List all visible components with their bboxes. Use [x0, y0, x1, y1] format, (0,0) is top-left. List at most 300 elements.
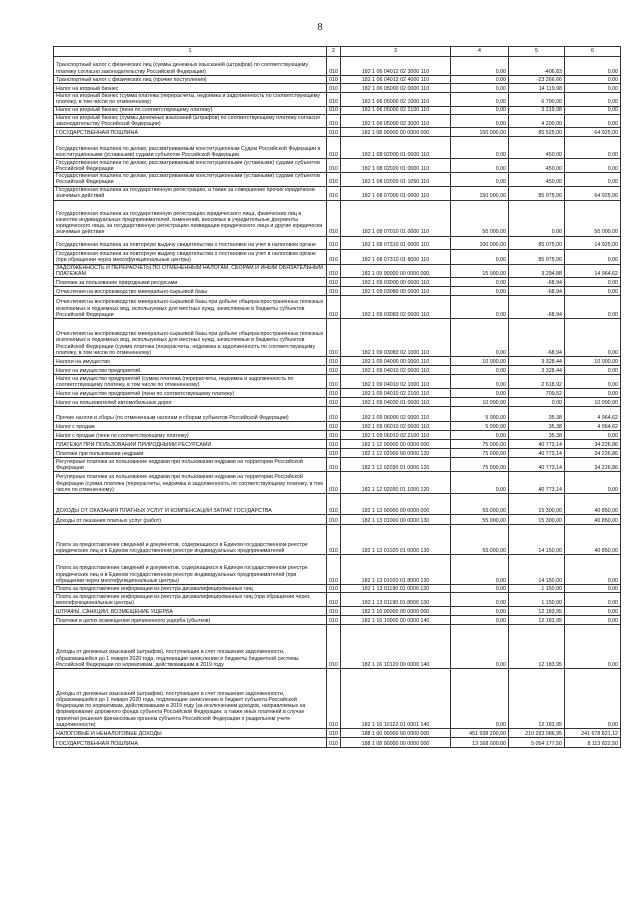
row-approved-amount: 55 000,00 — [451, 515, 509, 525]
row-executed-amount: 709,52 — [509, 389, 565, 398]
row-line-code: 010 — [327, 93, 341, 107]
row-approved-amount: 55 000,00 — [451, 494, 509, 515]
row-executed-amount: 14 119,98 — [509, 84, 565, 93]
row-executed-amount: 35,38 — [509, 407, 565, 422]
row-classification-code: 182 1 09 00000 00 0000 000 — [341, 264, 451, 278]
row-description: Государственная пошлина за повторную выдачу свидетельства о постановке на учет в налоговом органе — [54, 236, 327, 249]
row-classification-code: 182 1 09 03080 00 0000 110 — [341, 287, 451, 296]
row-unexecuted-amount: 0,00 — [565, 278, 621, 287]
row-approved-amount: 0,00 — [451, 585, 509, 593]
row-executed-amount: 85 525,00 — [509, 128, 565, 137]
row-unexecuted-amount: 0,00 — [565, 296, 621, 319]
row-line-code: 010 — [327, 264, 341, 278]
row-approved-amount: 0,00 — [451, 137, 509, 159]
row-executed-amount: 6 700,00 — [509, 93, 565, 107]
row-line-code: 010 — [327, 449, 341, 458]
row-unexecuted-amount: 14 964,62 — [565, 264, 621, 278]
row-executed-amount: 12 183,95 — [509, 625, 565, 669]
row-executed-amount: 14 150,00 — [509, 555, 565, 585]
row-description: Налог на игорный бизнес (пени по соответствующему платежу) — [54, 106, 327, 114]
row-classification-code: 182 1 08 02020 01 1050 110 — [341, 173, 451, 187]
row-unexecuted-amount: 0,00 — [565, 389, 621, 398]
row-description: ШТРАФЫ, САНКЦИИ, ВОЗМЕЩЕНИЕ УЩЕРБА — [54, 607, 327, 616]
row-classification-code: 182 1 09 03083 02 0000 110 — [341, 296, 451, 319]
table-row — [54, 458, 621, 472]
table-row — [54, 389, 621, 398]
row-classification-code: 182 1 06 05000 02 1000 110 — [341, 93, 451, 107]
row-unexecuted-amount: 0,00 — [565, 93, 621, 107]
row-approved-amount: 0,00 — [451, 625, 509, 669]
row-executed-amount: 4 200,00 — [509, 114, 565, 128]
row-approved-amount: 0,00 — [451, 366, 509, 375]
row-classification-code: 188 1 08 00000 00 0000 000 — [341, 738, 451, 748]
row-description: Государственная пошлина по делам, рассматриваемым конституционными (уставными) судами субъектов Российской Федерации — [54, 173, 327, 187]
table-row — [54, 593, 621, 607]
row-description: Налог на имущество предприятий (сумма платежа (перерасчеты, недоимка и задолженность по соответствующему платежу, в том числе по отмененному) — [54, 375, 327, 389]
row-unexecuted-amount: 40 850,00 — [565, 525, 621, 555]
row-description: Транспортный налог с физических лиц (прочие поступления) — [54, 76, 327, 84]
table-row — [54, 616, 621, 625]
row-description: Отчисления на воспроизводство минерально-сырьевой базы при добыче общераспространенных полезных ископаемых и подземных вод, используемых для местных нужд, зачисляемые в бюджеты субъектов Российской Федерации (сумма платежа (перерасчеты, недоимка и задолженность по соответствующему платежу, в том числе по отмененному) — [54, 319, 327, 357]
row-approved-amount: 75 000,00 — [451, 458, 509, 472]
page-number: 8 — [317, 22, 323, 33]
table-row — [54, 366, 621, 375]
table-row — [54, 398, 621, 407]
row-classification-code: 182 1 08 02000 01 0000 110 — [341, 137, 451, 159]
row-description: Налоги на имущество — [54, 357, 327, 366]
row-classification-code: 182 1 08 07010 01 0000 110 — [341, 200, 451, 236]
row-classification-code: 182 1 12 02000 00 0000 120 — [341, 449, 451, 458]
row-description: Налог на игорный бизнес (сумма платежа (перерасчеты, недоимка и задолженность по соответствующему платежу, в том числе по отмененному) — [54, 93, 327, 107]
table-row — [54, 114, 621, 128]
row-executed-amount: 0,00 — [509, 200, 565, 236]
row-description: Плата за предоставление сведений и документов, содержащихся в Едином государственном реестре юридических лиц и в Едином государственном реестре индивидуальных предпринимателей — [54, 525, 327, 555]
row-classification-code: 182 1 09 03000 00 0000 110 — [341, 278, 451, 287]
row-classification-code: 182 1 13 01000 00 0000 130 — [341, 515, 451, 525]
row-executed-amount: 1 150,00 — [509, 593, 565, 607]
row-description: Государственная пошлина по делам, рассматриваемым конституционными (уставными) судами субъектов Российской Федерации — [54, 159, 327, 173]
row-executed-amount: 0,00 — [509, 398, 565, 407]
row-classification-code: 182 1 09 06000 02 0000 110 — [341, 407, 451, 422]
row-executed-amount: 40 773,14 — [509, 472, 565, 494]
table-row — [54, 76, 621, 84]
row-approved-amount: 0,00 — [451, 669, 509, 729]
row-description: Доходы от денежных взысканий (штрафов), поступающие в счет погашения задолженности, образовавшейся до 1 января 2020 года, подлежащие зачислению в бюджеты бюджетной системы Российской Федерации по нормативам, действовавшим в 2019 году — [54, 625, 327, 669]
table-row — [54, 106, 621, 114]
row-unexecuted-amount: 0,00 — [565, 431, 621, 440]
row-classification-code: 182 1 06 05000 02 2100 110 — [341, 106, 451, 114]
table-row — [54, 159, 621, 173]
row-approved-amount: 0,00 — [451, 389, 509, 398]
table-body — [54, 57, 621, 748]
row-executed-amount: 3 328,44 — [509, 357, 565, 366]
row-unexecuted-amount: 0,00 — [565, 84, 621, 93]
row-unexecuted-amount: 34 226,86 — [565, 449, 621, 458]
row-unexecuted-amount: 8 113 822,50 — [565, 738, 621, 748]
row-line-code: 010 — [327, 585, 341, 593]
row-classification-code: 182 1 06 04012 02 4000 110 — [341, 76, 451, 84]
row-approved-amount: 5 000,00 — [451, 422, 509, 431]
row-classification-code: 182 1 12 02030 01 0000 120 — [341, 458, 451, 472]
table-row — [54, 431, 621, 440]
row-approved-amount: 150 000,00 — [451, 186, 509, 200]
row-unexecuted-amount: 0,00 — [565, 555, 621, 585]
row-approved-amount: 0,00 — [451, 84, 509, 93]
table-row — [54, 84, 621, 93]
table-row — [54, 200, 621, 236]
row-description: Плата за предоставление информации из реестра дисквалифицированных лиц (при обращении через многофункциональные центры) — [54, 593, 327, 607]
header-col-4: 4 — [451, 47, 509, 57]
row-line-code: 010 — [327, 357, 341, 366]
row-line-code: 010 — [327, 431, 341, 440]
row-classification-code: 188 1 00 00000 00 0000 000 — [341, 729, 451, 738]
row-approved-amount: 0,00 — [451, 76, 509, 84]
table-row — [54, 249, 621, 264]
row-line-code: 010 — [327, 669, 341, 729]
table-row — [54, 57, 621, 76]
row-approved-amount: 55 000,00 — [451, 525, 509, 555]
row-classification-code: 182 1 13 01190 01 0000 130 — [341, 585, 451, 593]
row-classification-code: 182 1 09 03083 02 1000 110 — [341, 319, 451, 357]
row-line-code: 010 — [327, 84, 341, 93]
row-approved-amount: 5 000,00 — [451, 407, 509, 422]
row-approved-amount: 0,00 — [451, 607, 509, 616]
row-approved-amount: 0,00 — [451, 296, 509, 319]
row-executed-amount: 3 219,98 — [509, 106, 565, 114]
row-line-code: 010 — [327, 287, 341, 296]
table-row — [54, 375, 621, 389]
row-unexecuted-amount: 0,00 — [565, 137, 621, 159]
row-description: ГОСУДАРСТВЕННАЯ ПОШЛИНА — [54, 738, 327, 748]
row-line-code: 010 — [327, 366, 341, 375]
row-approved-amount: 0,00 — [451, 173, 509, 187]
row-classification-code: 182 1 09 04010 02 2100 110 — [341, 389, 451, 398]
row-classification-code: 182 1 13 01020 01 0000 130 — [341, 525, 451, 555]
table-row — [54, 449, 621, 458]
row-approved-amount: 0,00 — [451, 249, 509, 264]
row-line-code: 010 — [327, 515, 341, 525]
row-line-code: 010 — [327, 200, 341, 236]
row-unexecuted-amount: 0,00 — [565, 319, 621, 357]
row-line-code: 010 — [327, 422, 341, 431]
row-executed-amount: 14 150,00 — [509, 525, 565, 555]
row-approved-amount: 0,00 — [451, 555, 509, 585]
row-line-code: 010 — [327, 128, 341, 137]
row-line-code: 010 — [327, 389, 341, 398]
row-description: Налог на игорный бизнес (суммы денежных взысканий (штрафов) по соответствующему платежу согласно законодательству Российской Федерации) — [54, 114, 327, 128]
row-description: Налог на имущество предприятий (пени по соответствующему платежу) — [54, 389, 327, 398]
row-unexecuted-amount: 0,00 — [565, 472, 621, 494]
row-description: Государственная пошлина за государственную регистрацию, а также за совершение прочих юридически значимых действий — [54, 186, 327, 200]
revenue-table — [53, 46, 621, 748]
table-row — [54, 128, 621, 137]
row-description: Транспортный налог с физических лиц (суммы денежных взысканий (штрафов) по соответствующему платежу согласно законодательству Российской Федерации) — [54, 57, 327, 76]
row-line-code: 010 — [327, 106, 341, 114]
row-approved-amount: 10 000,00 — [451, 357, 509, 366]
row-description: Государственная пошлина по делам, рассматриваемым конституционным Судом Российской Федерации и конституционными (уставными) судами субъектов Российской Федерации — [54, 137, 327, 159]
row-classification-code: 182 1 09 06010 02 0000 110 — [341, 422, 451, 431]
row-executed-amount: -68,94 — [509, 278, 565, 287]
row-approved-amount: 75 000,00 — [451, 440, 509, 449]
table-row — [54, 173, 621, 187]
table-row — [54, 525, 621, 555]
row-executed-amount: 12 183,95 — [509, 669, 565, 729]
row-description: ПЛАТЕЖИ ПРИ ПОЛЬЗОВАНИИ ПРИРОДНЫМИ РЕСУРСАМИ — [54, 440, 327, 449]
header-row — [54, 47, 621, 57]
row-executed-amount: -68,94 — [509, 319, 565, 357]
table-row — [54, 625, 621, 669]
row-description: Платежи за пользование природными ресурсами — [54, 278, 327, 287]
row-approved-amount: 100 000,00 — [451, 236, 509, 249]
row-unexecuted-amount: 64 925,00 — [565, 186, 621, 200]
row-executed-amount: 85 075,00 — [509, 236, 565, 249]
table-row — [54, 407, 621, 422]
row-unexecuted-amount: 34 226,86 — [565, 440, 621, 449]
row-executed-amount: 85 075,00 — [509, 186, 565, 200]
row-unexecuted-amount: 0,00 — [565, 616, 621, 625]
table-row — [54, 264, 621, 278]
row-unexecuted-amount: 0,00 — [565, 593, 621, 607]
row-classification-code: 182 1 12 00000 00 0000 000 — [341, 440, 451, 449]
row-unexecuted-amount: 0,00 — [565, 173, 621, 187]
row-classification-code: 182 1 16 10122 01 0001 140 — [341, 669, 451, 729]
row-executed-amount: -68,94 — [509, 296, 565, 319]
header-col-6: 6 — [565, 47, 621, 57]
row-approved-amount: 0,00 — [451, 287, 509, 296]
row-approved-amount: 0,00 — [451, 593, 509, 607]
row-description: Налог на игорный бизнес — [54, 84, 327, 93]
row-classification-code: 182 1 16 10120 00 0000 140 — [341, 625, 451, 669]
row-description: Плата за предоставление сведений и документов, содержащихся в Едином государственном реестре юридических лиц и в Едином государственном реестре индивидуальных предпринимателей (при обращении через многофункциональные центры) — [54, 555, 327, 585]
row-executed-amount: 40 773,14 — [509, 458, 565, 472]
table-row — [54, 186, 621, 200]
row-executed-amount: 3 294,88 — [509, 264, 565, 278]
row-line-code: 010 — [327, 375, 341, 389]
row-unexecuted-amount: 0,00 — [565, 76, 621, 84]
row-approved-amount: 10 000,00 — [451, 398, 509, 407]
table-row — [54, 422, 621, 431]
row-description: Прочие налоги и сборы (по отмененным налогам и сборам субъектов Российской Федерации) — [54, 407, 327, 422]
row-unexecuted-amount: 0,00 — [565, 57, 621, 76]
row-unexecuted-amount: 0,00 — [565, 625, 621, 669]
row-approved-amount: 75 000,00 — [451, 449, 509, 458]
row-classification-code: 182 1 08 02020 01 0000 110 — [341, 159, 451, 173]
row-line-code: 010 — [327, 173, 341, 187]
row-approved-amount: 15 000,00 — [451, 264, 509, 278]
header-col-2: 2 — [327, 47, 341, 57]
row-line-code: 010 — [327, 607, 341, 616]
row-classification-code: 182 1 08 07310 01 0000 110 — [341, 236, 451, 249]
row-line-code: 010 — [327, 57, 341, 76]
row-executed-amount: 15 300,00 — [509, 494, 565, 515]
row-unexecuted-amount: 0,00 — [565, 375, 621, 389]
row-approved-amount: 0,00 — [451, 106, 509, 114]
row-description: ДОХОДЫ ОТ ОКАЗАНИЯ ПЛАТНЫХ УСЛУГ И КОМПЕНСАЦИИ ЗАТРАТ ГОСУДАРСТВА — [54, 494, 327, 515]
row-unexecuted-amount: 0,00 — [565, 249, 621, 264]
table-row — [54, 278, 621, 287]
table-row — [54, 137, 621, 159]
row-description: Государственная пошлина за повторную выдачу свидетельства о постановке на учет в налоговом органе (при обращении через многофункциональные центры) — [54, 249, 327, 264]
table-row — [54, 287, 621, 296]
row-line-code: 010 — [327, 616, 341, 625]
row-description: Платежи при пользовании недрами — [54, 449, 327, 458]
row-executed-amount: 3 328,44 — [509, 366, 565, 375]
row-line-code: 010 — [327, 555, 341, 585]
row-approved-amount: 0,00 — [451, 616, 509, 625]
row-line-code: 010 — [327, 186, 341, 200]
row-line-code: 010 — [327, 440, 341, 449]
header-col-5: 5 — [509, 47, 565, 57]
row-approved-amount: 0,00 — [451, 278, 509, 287]
row-unexecuted-amount: 0,00 — [565, 106, 621, 114]
row-line-code: 010 — [327, 593, 341, 607]
row-description: Платежи в целях возмещения причиненного ущерба (убытков) — [54, 616, 327, 625]
row-classification-code: 182 1 08 07000 01 0000 110 — [341, 186, 451, 200]
row-description: ГОСУДАРСТВЕННАЯ ПОШЛИНА — [54, 128, 327, 137]
row-description: ЗАДОЛЖЕННОСТЬ И ПЕРЕРАСЧЕТЫ ПО ОТМЕНЕННЫМ НАЛОГАМ, СБОРАМ И ИНЫМ ОБЯЗАТЕЛЬНЫМ ПЛАТЕЖАМ — [54, 264, 327, 278]
row-executed-amount: 450,00 — [509, 137, 565, 159]
table-row — [54, 515, 621, 525]
table-row — [54, 555, 621, 585]
row-unexecuted-amount: 64 925,00 — [565, 128, 621, 137]
header-col-3: 3 — [341, 47, 451, 57]
row-executed-amount: 2 618,92 — [509, 375, 565, 389]
row-description: Налог на пользователей автомобильных дорог — [54, 398, 327, 407]
table-row — [54, 738, 621, 748]
row-unexecuted-amount: 14 925,00 — [565, 236, 621, 249]
row-executed-amount: -406,83 — [509, 57, 565, 76]
row-description: Налог с продаж — [54, 422, 327, 431]
row-classification-code: 182 1 06 05000 02 0000 110 — [341, 84, 451, 93]
row-approved-amount: 0,00 — [451, 93, 509, 107]
row-approved-amount: 50 000,00 — [451, 200, 509, 236]
row-unexecuted-amount: 40 850,00 — [565, 494, 621, 515]
row-unexecuted-amount: 10 000,00 — [565, 357, 621, 366]
row-unexecuted-amount: 4 964,62 — [565, 422, 621, 431]
row-approved-amount: 451 938 200,00 — [451, 729, 509, 738]
row-line-code: 010 — [327, 249, 341, 264]
row-description: Отчисления на воспроизводство минерально-сырьевой базы при добыче общераспространенных полезных ископаемых и подземных вод, используемых для местных нужд, зачисляемые в бюджеты субъектов Российской Федерации — [54, 296, 327, 319]
row-classification-code: 182 1 09 04010 02 0000 110 — [341, 366, 451, 375]
row-classification-code: 182 1 08 00000 00 0000 000 — [341, 128, 451, 137]
row-unexecuted-amount: 4 964,62 — [565, 407, 621, 422]
row-unexecuted-amount: 0,00 — [565, 159, 621, 173]
header-col-1: 1 — [54, 47, 327, 57]
row-executed-amount: 210 293 086,95 — [509, 729, 565, 738]
row-classification-code: 182 1 13 00000 00 0000 000 — [341, 494, 451, 515]
row-classification-code: 182 1 12 02030 01 1000 120 — [341, 472, 451, 494]
row-unexecuted-amount: 0,00 — [565, 585, 621, 593]
row-line-code: 010 — [327, 738, 341, 748]
table-row — [54, 357, 621, 366]
row-unexecuted-amount: 0,00 — [565, 669, 621, 729]
row-executed-amount: 35,38 — [509, 422, 565, 431]
row-approved-amount: 0,00 — [451, 57, 509, 76]
table-row — [54, 93, 621, 107]
row-unexecuted-amount: 34 226,86 — [565, 458, 621, 472]
row-classification-code: 182 1 09 04010 02 1000 110 — [341, 375, 451, 389]
row-line-code: 010 — [327, 625, 341, 669]
row-executed-amount: -68,94 — [509, 287, 565, 296]
row-classification-code: 182 1 16 00000 00 0000 000 — [341, 607, 451, 616]
table-row — [54, 607, 621, 616]
row-executed-amount: 1 150,00 — [509, 585, 565, 593]
row-unexecuted-amount: 40 850,00 — [565, 515, 621, 525]
row-line-code: 010 — [327, 472, 341, 494]
row-line-code: 010 — [327, 137, 341, 159]
row-classification-code: 182 1 06 04012 02 3000 110 — [341, 57, 451, 76]
row-approved-amount: 0,00 — [451, 375, 509, 389]
row-line-code: 010 — [327, 407, 341, 422]
row-approved-amount: 0,00 — [451, 472, 509, 494]
row-description: Регулярные платежи за пользование недрами при пользовании недрами на территории Российской Федерации (сумма платежа (перерасчеты, недоимка и задолженность по соответствующему платежу, в том числе по отмененному) — [54, 472, 327, 494]
row-line-code: 010 — [327, 296, 341, 319]
row-line-code: 010 — [327, 159, 341, 173]
row-executed-amount: 35,38 — [509, 431, 565, 440]
row-classification-code: 182 1 09 06010 02 2100 110 — [341, 431, 451, 440]
row-line-code: 010 — [327, 236, 341, 249]
row-executed-amount: 450,00 — [509, 173, 565, 187]
table-row — [54, 585, 621, 593]
row-description: Отчисления на воспроизводство минерально-сырьевой базы — [54, 287, 327, 296]
row-classification-code: 182 1 09 04000 00 0000 110 — [341, 357, 451, 366]
row-line-code: 010 — [327, 729, 341, 738]
table-row — [54, 296, 621, 319]
row-description: Налог на имущество предприятий — [54, 366, 327, 375]
table-row — [54, 319, 621, 357]
row-unexecuted-amount: 0,00 — [565, 287, 621, 296]
row-unexecuted-amount: 10 000,00 — [565, 398, 621, 407]
row-description: Доходы от оказания платных услуг (работ) — [54, 515, 327, 525]
row-approved-amount: 150 000,00 — [451, 128, 509, 137]
row-description: Плата за предоставление информации из реестра дисквалифицированных лиц — [54, 585, 327, 593]
row-description: Налог с продаж (пени по соответствующему платежу) — [54, 431, 327, 440]
row-classification-code: 182 1 13 01190 01 8000 130 — [341, 593, 451, 607]
row-executed-amount: 40 773,14 — [509, 440, 565, 449]
table-row — [54, 729, 621, 738]
row-classification-code: 182 1 06 05000 02 3000 110 — [341, 114, 451, 128]
row-executed-amount: 40 773,14 — [509, 449, 565, 458]
table-row — [54, 440, 621, 449]
row-executed-amount: 12 183,95 — [509, 607, 565, 616]
row-executed-amount: 85 075,00 — [509, 249, 565, 264]
row-classification-code: 182 1 09 04030 01 0000 110 — [341, 398, 451, 407]
row-executed-amount: -23 266,66 — [509, 76, 565, 84]
table-row — [54, 236, 621, 249]
row-approved-amount: 0,00 — [451, 319, 509, 357]
row-approved-amount: 0,00 — [451, 431, 509, 440]
row-unexecuted-amount: 241 678 821,12 — [565, 729, 621, 738]
row-line-code: 010 — [327, 525, 341, 555]
row-executed-amount: 12 183,95 — [509, 616, 565, 625]
row-classification-code: 182 1 08 07310 01 8000 110 — [341, 249, 451, 264]
row-approved-amount: 0,00 — [451, 159, 509, 173]
row-line-code: 010 — [327, 319, 341, 357]
row-executed-amount: 15 300,00 — [509, 515, 565, 525]
row-line-code: 010 — [327, 458, 341, 472]
row-description: Доходы от денежных взысканий (штрафов), поступающие в счет погашения задолженности, образовавшейся до 1 января 2020 года, подлежащие зачислению в бюджет субъекта Российской Федерации по нормативам, действовавшим в 2019 году (за исключением доходов, направляемых на формирование дорожного фонда субъекта Российской Федерации, а также иных платежей в случае принятия решения финансовым органом субъекта Российской Федерации о раздельном учете задолженности) — [54, 669, 327, 729]
row-line-code: 010 — [327, 494, 341, 515]
row-line-code: 010 — [327, 114, 341, 128]
row-classification-code: 182 1 13 01020 01 8000 130 — [341, 555, 451, 585]
row-executed-amount: 450,00 — [509, 159, 565, 173]
row-unexecuted-amount: 0,00 — [565, 366, 621, 375]
row-unexecuted-amount: 50 000,00 — [565, 200, 621, 236]
row-line-code: 010 — [327, 76, 341, 84]
row-description: НАЛОГОВЫЕ И НЕНАЛОГОВЫЕ ДОХОДЫ — [54, 729, 327, 738]
row-approved-amount: 13 168 000,00 — [451, 738, 509, 748]
row-unexecuted-amount: 0,00 — [565, 607, 621, 616]
